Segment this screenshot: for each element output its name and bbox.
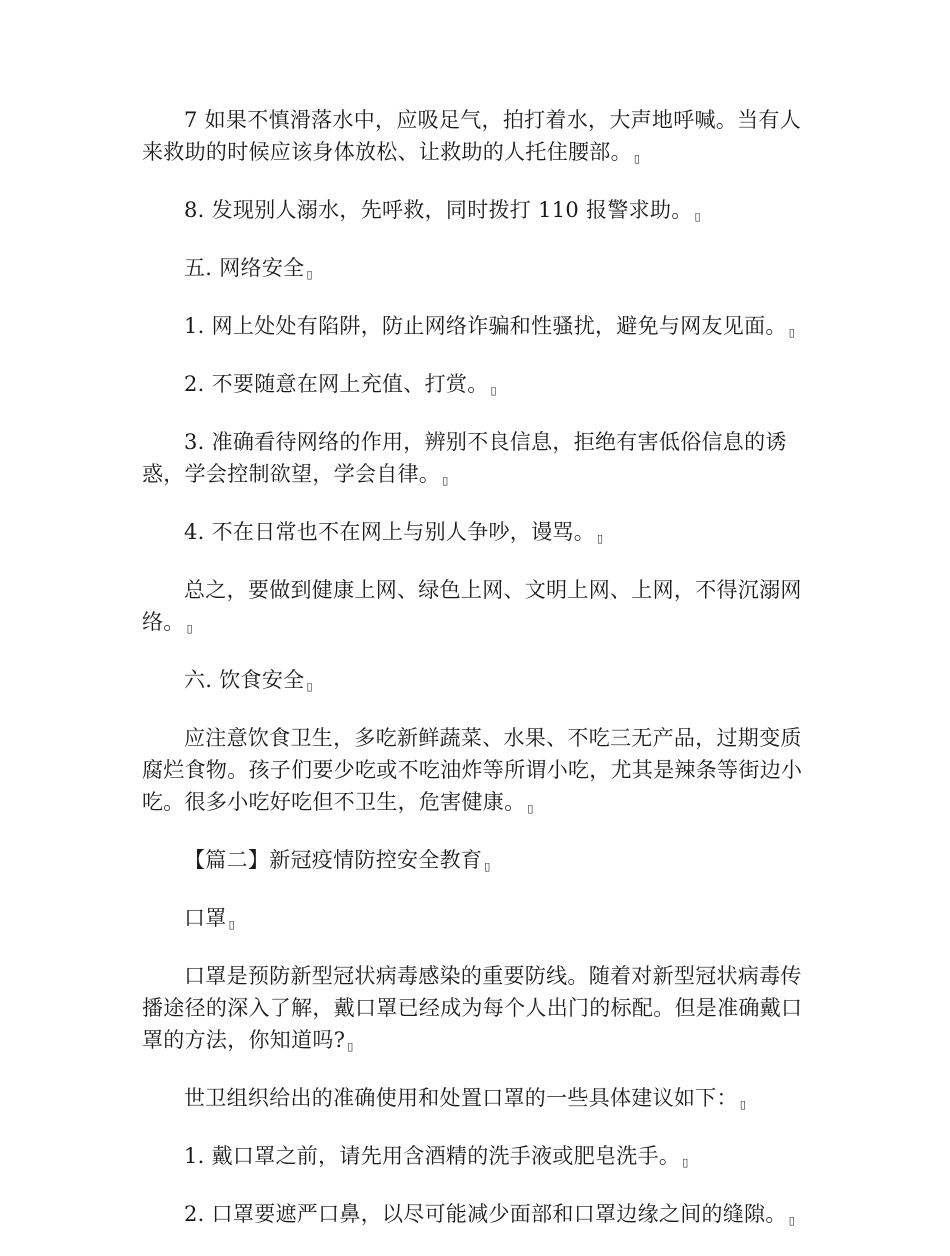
paragraph-mark-icon: ▯ <box>442 474 449 487</box>
paragraph <box>142 1140 812 1179</box>
paragraph-text: 7 如果不慎滑落水中，应吸足气，拍打着水，大声地呼喊。当有人来救助的时候应该身体放松、让救助的人托住腰部。 <box>142 108 802 164</box>
paragraph-text: 应注意饮食卫生，多吃新鲜蔬菜、水果、不吃三无产品，过期变质腐烂食物。孩子们要少吃或不吃油炸等所谓小吃，尤其是辣条等街边小吃。很多小吃好吃但不卫生，危害健康。 <box>142 726 803 814</box>
paragraph <box>142 722 812 825</box>
paragraph <box>142 1082 812 1121</box>
paragraph-mark-icon: ▯ <box>633 152 641 165</box>
paragraph-mark-icon: ▯ <box>739 1098 747 1111</box>
section-heading <box>142 902 812 941</box>
paragraph <box>142 1198 812 1237</box>
paragraph-mark-icon: ▯ <box>788 326 796 339</box>
paragraph <box>142 426 812 497</box>
paragraph-mark-icon: ▯ <box>527 802 534 815</box>
paragraph <box>142 310 812 349</box>
paragraph-text: 2. 口罩要遮严口鼻，以尽可能减少面部和口罩边缘之间的缝隙。 <box>184 1202 787 1226</box>
document-page <box>142 104 812 1256</box>
paragraph-text: 2. 不要随意在网上充值、打赏。 <box>184 372 489 396</box>
paragraph-text: 世卫组织给出的准确使用和处置口罩的一些具体建议如下： <box>184 1086 738 1110</box>
section-heading <box>142 844 812 883</box>
paragraph-text: 1. 戴口罩之前，请先用含酒精的洗手液或肥皂洗手。 <box>184 1144 681 1168</box>
paragraph-mark-icon: ▯ <box>306 268 313 281</box>
paragraph-mark-icon: ▯ <box>228 918 235 931</box>
paragraph <box>142 194 812 233</box>
paragraph <box>142 368 812 407</box>
paragraph-mark-icon: ▯ <box>347 1040 354 1053</box>
paragraph-mark-icon: ▯ <box>597 532 604 545</box>
paragraph-mark-icon: ▯ <box>484 860 491 873</box>
paragraph-text: 口罩是预防新型冠状病毒感染的重要防线。随着对新型冠状病毒传播途径的深入了解，戴口罩已经成为每个人出门的标配。但是准确戴口罩的方法，你知道吗? <box>142 964 803 1052</box>
paragraph-mark-icon: ▯ <box>694 210 701 223</box>
paragraph-text: 五. 网络安全 <box>184 256 305 280</box>
paragraph <box>142 104 812 175</box>
paragraph-text: 六. 饮食安全 <box>184 668 305 692</box>
paragraph <box>142 960 812 1063</box>
section-heading <box>142 252 812 291</box>
paragraph <box>142 516 812 555</box>
paragraph-text: 总之，要做到健康上网、绿色上网、文明上网、上网，不得沉溺网络。 <box>142 578 802 634</box>
paragraph-text: 4. 不在日常也不在网上与别人争吵，谩骂。 <box>184 520 596 544</box>
paragraph-mark-icon: ▯ <box>788 1214 796 1227</box>
section-heading <box>142 664 812 703</box>
paragraph-text: 1. 网上处处有陷阱，防止网络诈骗和性骚扰，避免与网友见面。 <box>184 314 787 338</box>
paragraph <box>142 574 812 645</box>
paragraph-text: 口罩 <box>184 906 227 930</box>
paragraph-text: 8. 发现别人溺水，先呼救，同时拨打 110 报警求助。 <box>184 198 693 222</box>
paragraph-mark-icon: ▯ <box>186 622 193 635</box>
paragraph-text: 【篇二】新冠疫情防控安全教育 <box>184 848 483 872</box>
paragraph-mark-icon: ▯ <box>682 1156 689 1169</box>
paragraph-text: 3. 准确看待网络的作用，辨别不良信息，拒绝有害低俗信息的诱惑，学会控制欲望，学会自律。 <box>142 430 787 486</box>
paragraph-mark-icon: ▯ <box>490 384 497 397</box>
paragraph-mark-icon: ▯ <box>306 680 313 693</box>
